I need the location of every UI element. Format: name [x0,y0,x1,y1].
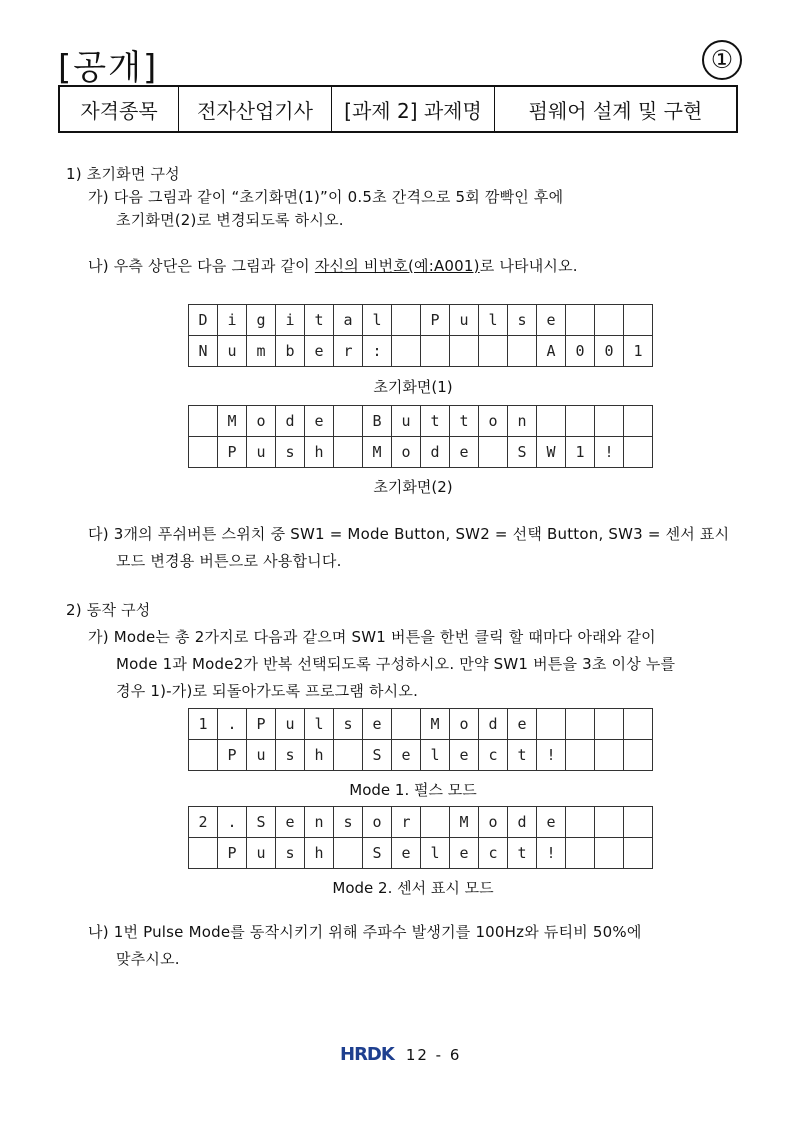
lcd-cell: c [479,740,508,771]
lcd-cell: s [276,838,305,869]
info-cell-task-label: [과제 2] 과제명 [332,86,495,132]
lcd-cell: o [450,709,479,740]
lcd-cell: d [421,437,450,468]
caption-screen-4: Mode 2. 센서 표시 모드 [332,879,494,897]
lcd-cell [334,406,363,437]
lcd-cell: u [247,437,276,468]
lcd-cell [479,437,508,468]
lcd-cell: u [247,740,276,771]
lcd-cell [566,740,595,771]
lcd-cell: g [247,305,276,336]
lcd-cell [421,807,450,838]
lcd-cell: t [305,305,334,336]
lcd-cell: d [276,406,305,437]
lcd-screen-2 [188,405,653,468]
lcd-cell: m [247,336,276,367]
lcd-cell [624,838,653,869]
lcd-cell [624,305,653,336]
lcd-cell [189,740,218,771]
lcd-cell: e [537,305,566,336]
info-cell-task-name: 펌웨어 설계 및 구현 [495,86,738,132]
lcd-cell: 2 [189,807,218,838]
lcd-cell: s [276,437,305,468]
lcd-cell: t [450,406,479,437]
lcd-cell: e [450,838,479,869]
lcd-cell: e [508,709,537,740]
lcd-cell: W [537,437,566,468]
lcd-cell: e [392,740,421,771]
lcd-cell: l [479,305,508,336]
lcd-cell: ! [595,437,624,468]
info-cell-subject: 전자산업기사 [179,86,332,132]
lcd-cell: o [479,406,508,437]
lcd-cell [189,406,218,437]
lcd-cell [595,740,624,771]
lcd-cell: r [392,807,421,838]
page-number: 12 - 6 [405,1045,462,1064]
lcd-cell: e [392,838,421,869]
lcd-cell: i [218,305,247,336]
para-2a-line2: Mode 1과 Mode2가 반복 선택되도록 구성하시오. 만약 SW1 버튼을 3초 이상 누를 [116,655,676,673]
lcd-cell: D [189,305,218,336]
lcd-cell [624,406,653,437]
lcd-cell: ! [537,740,566,771]
lcd-cell: b [276,336,305,367]
lcd-cell: P [218,437,247,468]
lcd-cell: s [334,709,363,740]
lcd-cell: ! [537,838,566,869]
page-title: [공개] [58,48,159,88]
lcd-cell: t [508,838,537,869]
para-1b-pre: 나) 우측 상단은 다음 그림과 같이 [88,257,315,275]
caption-screen-1: 초기화면(1) [373,378,453,396]
lcd-cell [595,838,624,869]
lcd-cell: o [479,807,508,838]
lcd-cell: e [450,740,479,771]
lcd-cell [595,709,624,740]
lcd-cell: s [334,807,363,838]
lcd-cell [508,336,537,367]
lcd-cell [392,709,421,740]
para-1a-line2: 초기화면(2)로 변경되도록 하시오. [116,211,344,229]
lcd-cell: e [276,807,305,838]
lcd-cell: M [450,807,479,838]
lcd-cell [624,740,653,771]
lcd-cell: l [363,305,392,336]
para-2a-line1: 가) Mode는 총 2가지로 다음과 같으며 SW1 버튼을 한번 클릭 할 때마다 아래와 같이 [88,628,656,646]
lcd-cell [624,437,653,468]
lcd-screen-1 [188,304,653,367]
lcd-cell [334,838,363,869]
lcd-cell: r [334,336,363,367]
lcd-cell: P [218,838,247,869]
lcd-cell: n [305,807,334,838]
lcd-cell [566,838,595,869]
section-heading-1: 1) 초기화면 구성 [66,165,180,183]
lcd-cell: h [305,437,334,468]
lcd-cell [595,305,624,336]
lcd-cell: e [363,709,392,740]
lcd-cell: 0 [595,336,624,367]
lcd-cell: c [479,838,508,869]
lcd-cell [392,336,421,367]
lcd-cell: N [189,336,218,367]
info-cell-label: 자격종목 [59,86,179,132]
para-1a-line1: 가) 다음 그림과 같이 “초기화면(1)”이 0.5초 간격으로 5회 깜빡인 후에 [88,188,564,206]
lcd-cell: M [363,437,392,468]
lcd-cell: P [218,740,247,771]
para-2a-line3: 경우 1)-가)로 되돌아가도록 프로그램 하시오. [116,682,419,700]
lcd-cell: P [421,305,450,336]
lcd-cell: l [305,709,334,740]
lcd-cell: S [508,437,537,468]
para-2b-line2: 맞추시오. [116,950,180,968]
lcd-screen-4 [188,806,653,869]
lcd-cell: P [247,709,276,740]
lcd-cell [479,336,508,367]
info-table [58,85,738,133]
lcd-cell [566,406,595,437]
section-heading-2: 2) 동작 구성 [66,601,151,619]
lcd-cell: S [363,838,392,869]
lcd-cell [566,709,595,740]
para-1b [88,255,578,276]
lcd-cell: e [537,807,566,838]
lcd-cell: S [247,807,276,838]
lcd-cell: a [334,305,363,336]
lcd-cell [624,807,653,838]
lcd-cell: o [363,807,392,838]
para-1c-line1: 다) 3개의 푸쉬버튼 스위치 중 SW1 = Mode Button, SW2 = 선택 Button, SW3 = 센서 표시 [88,525,730,543]
lcd-cell: u [276,709,305,740]
lcd-cell: l [421,740,450,771]
lcd-cell: 1 [566,437,595,468]
lcd-cell: . [218,709,247,740]
lcd-cell: u [450,305,479,336]
lcd-cell [566,807,595,838]
lcd-cell: A [537,336,566,367]
lcd-cell: s [276,740,305,771]
lcd-screen-3 [188,708,653,771]
lcd-cell: t [421,406,450,437]
lcd-cell [566,305,595,336]
lcd-cell [421,336,450,367]
lcd-cell: i [276,305,305,336]
lcd-cell [334,437,363,468]
caption-screen-2: 초기화면(2) [373,478,453,496]
para-1b-post: 로 나타내시오. [479,257,578,275]
para-1c-line2: 모드 변경용 버튼으로 사용합니다. [116,552,342,570]
lcd-cell: n [508,406,537,437]
lcd-cell [537,709,566,740]
lcd-cell: t [508,740,537,771]
lcd-cell [595,406,624,437]
para-1b-underlined: 자신의 비번호(예:A001) [314,257,480,275]
lcd-cell [334,740,363,771]
lcd-cell: . [218,807,247,838]
lcd-cell [595,807,624,838]
lcd-cell: h [305,838,334,869]
page-circle-number: ① [702,40,742,80]
lcd-cell: u [218,336,247,367]
lcd-cell [392,305,421,336]
lcd-cell: 0 [566,336,595,367]
lcd-cell: o [392,437,421,468]
page-footer [340,1044,461,1065]
lcd-cell: : [363,336,392,367]
lcd-cell: u [392,406,421,437]
caption-screen-3: Mode 1. 펄스 모드 [349,781,477,799]
lcd-cell [189,838,218,869]
lcd-cell: s [508,305,537,336]
hrdk-logo: HRDK [340,1044,394,1065]
lcd-cell: e [305,336,334,367]
lcd-cell: l [421,838,450,869]
lcd-cell: o [247,406,276,437]
lcd-cell: S [363,740,392,771]
lcd-cell: h [305,740,334,771]
lcd-cell [624,709,653,740]
lcd-cell: B [363,406,392,437]
lcd-cell: M [421,709,450,740]
lcd-cell [450,336,479,367]
lcd-cell: u [247,838,276,869]
para-2b-line1: 나) 1번 Pulse Mode를 동작시키기 위해 주파수 발생기를 100Hz와 듀티비 50%에 [88,923,642,941]
lcd-cell: M [218,406,247,437]
lcd-cell: d [479,709,508,740]
lcd-cell: 1 [189,709,218,740]
lcd-cell: d [508,807,537,838]
lcd-cell: 1 [624,336,653,367]
lcd-cell: e [305,406,334,437]
lcd-cell [537,406,566,437]
lcd-cell [189,437,218,468]
lcd-cell: e [450,437,479,468]
